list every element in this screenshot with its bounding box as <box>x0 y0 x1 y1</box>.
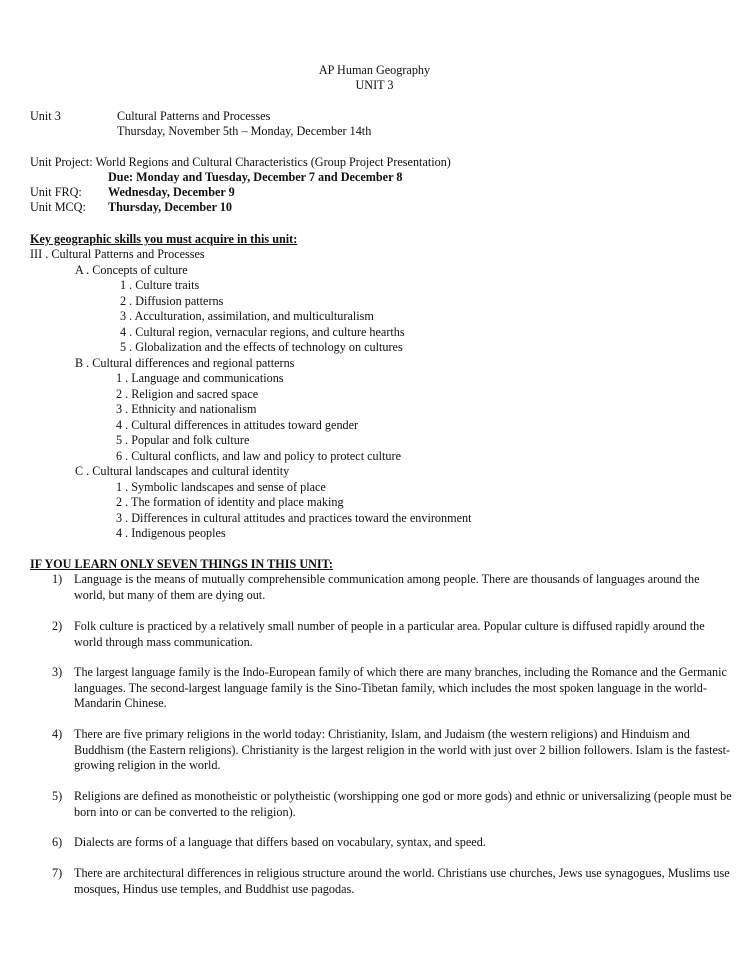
outline-c-item: 2 . The formation of identity and place making <box>116 495 344 509</box>
unit-dates: Thursday, November 5th – Monday, December 14th <box>117 124 372 138</box>
seven-things-heading: IF YOU LEARN ONLY SEVEN THINGS IN THIS UNIT: <box>30 557 333 571</box>
frq-date: Wednesday, December 9 <box>108 185 235 199</box>
outline-b-item: 4 . Cultural differences in attitudes toward gender <box>116 418 359 432</box>
outline-b-item: 2 . Religion and sacred space <box>116 387 259 401</box>
document-title: AP Human Geography <box>318 63 431 77</box>
list-item-number: 4) <box>52 727 63 741</box>
project-line: Unit Project: World Regions and Cultural Characteristics (Group Project Presentation) <box>30 155 451 169</box>
skills-heading: Key geographic skills you must acquire in this unit: <box>30 232 298 246</box>
skills-section: III . Cultural Patterns and Processes <box>30 247 205 261</box>
document-subtitle: UNIT 3 <box>355 78 394 92</box>
outline-c-item: 1 . Symbolic landscapes and sense of place <box>116 480 326 494</box>
list-item-text: Language is the means of mutually comprehensible communication among people. There are thousands of languages around the world, but many of them are dying out. <box>74 572 700 602</box>
outline-a: A . Concepts of culture <box>75 263 188 277</box>
list-item-text: There are architectural differences in religious structure around the world. Christians use churches, Jews use synagogues, Muslims use mosques, Hindus use temples, and Buddhist use pagodas. <box>74 866 730 896</box>
outline-c: C . Cultural landscapes and cultural identity <box>75 464 290 478</box>
mcq-label: Unit MCQ: <box>30 200 86 214</box>
frq-label: Unit FRQ: <box>30 185 82 199</box>
outline-a-item: 1 . Culture traits <box>120 278 200 292</box>
list-item-text: Folk culture is practiced by a relatively small number of people in a particular area. Popular culture is diffused rapidly around the world through mass communication. <box>74 619 705 649</box>
unit-name: Cultural Patterns and Processes <box>117 109 271 123</box>
outline-b: B . Cultural differences and regional patterns <box>75 356 295 370</box>
list-item-text: The largest language family is the Indo-European family of which there are many branches, including the Romance and the Germanic languages. The second-largest language family is the Sino-Tibetan family, which includes the most spoken language in the world-Mandarin Chinese. <box>74 665 727 710</box>
list-item-number: 2) <box>52 619 63 633</box>
outline-a-item: 2 . Diffusion patterns <box>120 294 224 308</box>
outline-b-item: 6 . Cultural conflicts, and law and policy to protect culture <box>116 449 401 463</box>
list-item-text: Dialects are forms of a language that differs based on vocabulary, syntax, and speed. <box>74 835 486 849</box>
outline-c-item: 3 . Differences in cultural attitudes and practices toward the environment <box>116 511 472 525</box>
list-item-text: Religions are defined as monotheistic or polytheistic (worshipping one god or more gods) and ethnic or universalizing (people must be born into or can be converted to the religion). <box>74 789 732 819</box>
list-item-text: There are five primary religions in the world today: Christianity, Islam, and Judaism (the western religions) and Hinduism and Buddhism (the Eastern religions). Christianity is the largest religion in the world with just over 2 billion followers. Islam is the fastest-growing religion in the world. <box>74 727 731 772</box>
outline-b-item: 5 . Popular and folk culture <box>116 433 250 447</box>
outline-b-item: 3 . Ethnicity and nationalism <box>116 402 257 416</box>
list-item-number: 7) <box>52 866 63 880</box>
mcq-date: Thursday, December 10 <box>108 200 233 214</box>
list-item-number: 6) <box>52 835 63 849</box>
outline-b-item: 1 . Language and communications <box>116 371 284 385</box>
outline-a-item: 5 . Globalization and the effects of technology on cultures <box>120 340 403 354</box>
outline-a-item: 3 . Acculturation, assimilation, and multiculturalism <box>120 309 374 323</box>
list-item-number: 3) <box>52 665 63 679</box>
unit-label: Unit 3 <box>30 109 61 123</box>
outline-a-item: 4 . Cultural region, vernacular regions, and culture hearths <box>120 325 405 339</box>
outline-c-item: 4 . Indigenous peoples <box>116 526 226 540</box>
list-item-number: 1) <box>52 572 63 586</box>
project-due: Due: Monday and Tuesday, December 7 and December 8 <box>108 170 403 184</box>
list-item-number: 5) <box>52 789 63 803</box>
